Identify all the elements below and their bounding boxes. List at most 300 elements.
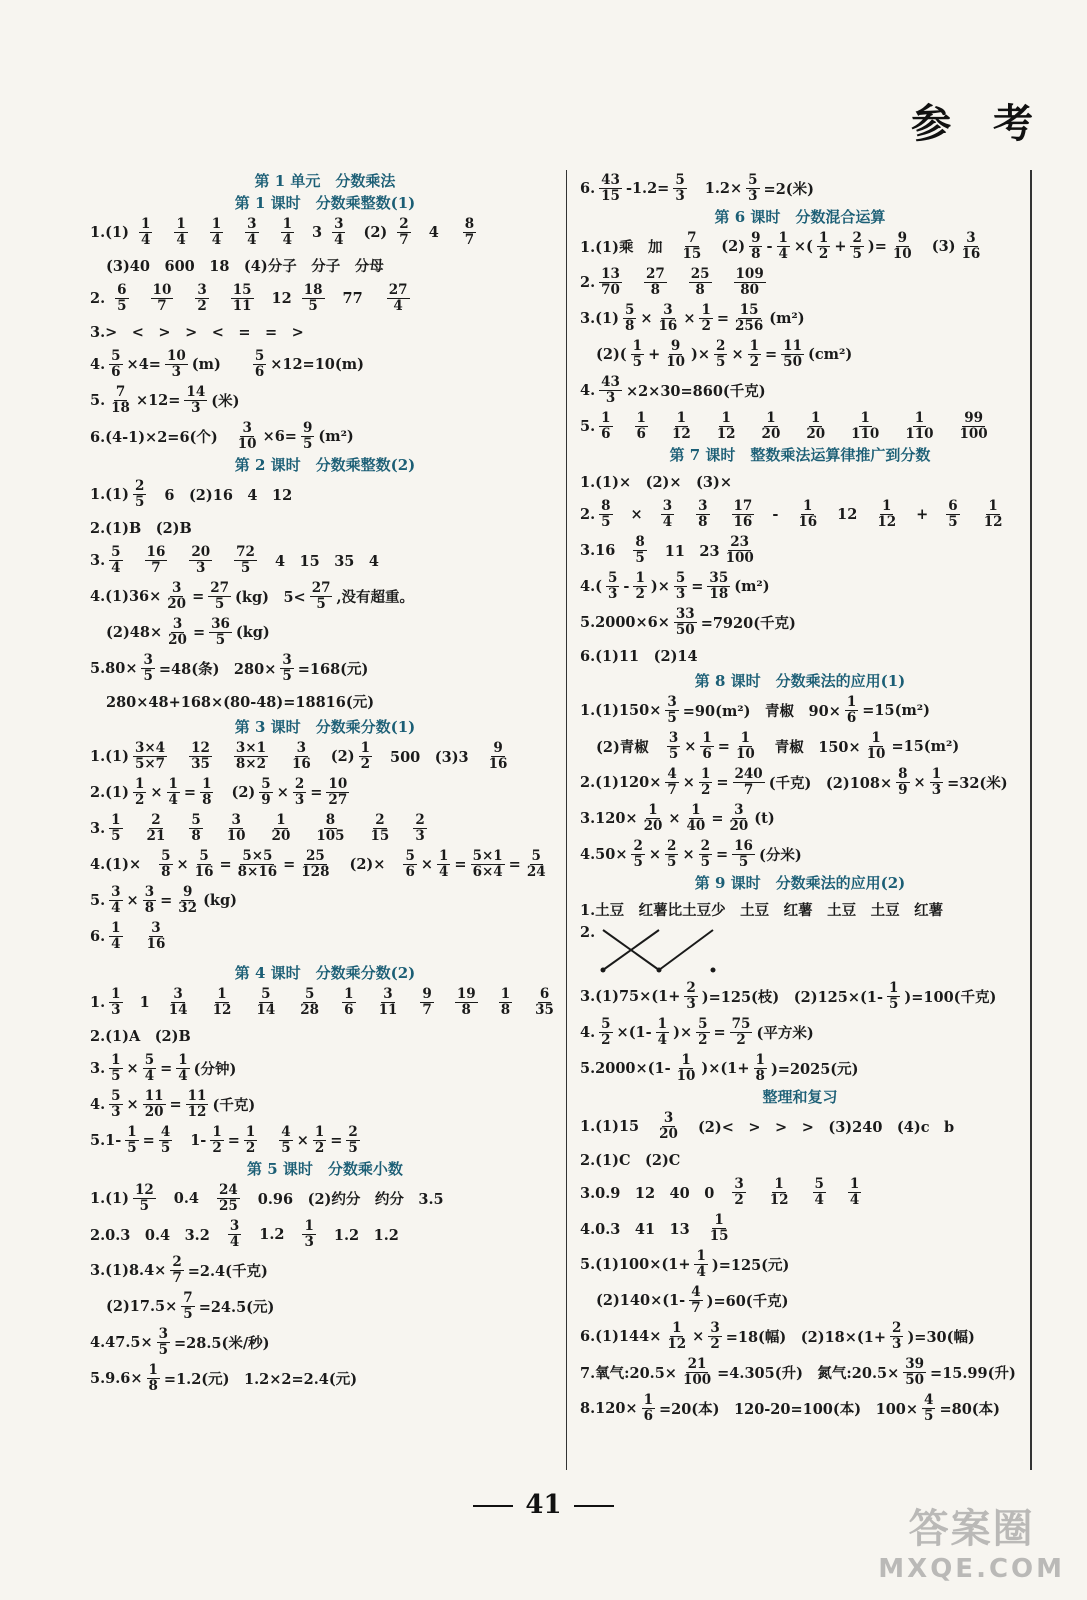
denominator: 10 [676,1067,696,1084]
fraction [109,349,122,380]
numerator: 1 [803,497,813,514]
numerator: 109 [735,265,764,282]
denominator: 5 [632,353,643,370]
fraction [623,303,636,334]
fraction [244,1125,257,1156]
fraction [665,695,678,726]
denominator: 24 [526,863,546,880]
numerator: 5 [675,569,686,586]
denominator: 5 [948,513,958,530]
denominator: 35 [191,755,210,772]
numerator: 1 [304,1217,314,1234]
denominator: 4 [282,231,292,248]
numerator: 1 [636,409,646,426]
fraction [145,813,168,844]
answer-row: 1.(1)150× $\frac{3}{5}$ =90(m²) 青椒 90× $\frac{1}{6}$ =15(m²) [580,693,931,726]
fraction [487,741,510,772]
fraction [420,987,433,1018]
denominator: 5 [633,853,643,870]
numerator: 5 [161,847,171,864]
fraction [176,885,199,916]
fraction [633,535,646,566]
numerator: 3 [667,693,677,710]
fraction [143,885,156,916]
answer-row: 4.(1)× $\frac{5}{8}$ × $\frac{5}{16}$ = $\frac{5\times 5}{8\times 16}$ = $\frac{25}{128}$ (2)× $\frac{5}{6}$ × $\frac{1}{4}$ = $\frac{5\times 1}{6\times 4}$ = $\frac{5}{24}$ [90,847,546,880]
fraction [145,921,168,952]
denominator: 12 [212,1001,232,1018]
fraction [922,1393,935,1424]
fraction [463,217,476,248]
answer-row: 1.土豆 红薯比土豆少 土豆 红薯 土豆 土豆 红薯 [580,901,944,919]
fraction [225,813,248,844]
numerator: 1 [314,1123,325,1140]
denominator: 5 [117,297,127,314]
numerator: 1 [178,1051,188,1068]
numerator: 2 [348,1123,358,1140]
watermark [878,1497,1065,1584]
answer-row: 4. $\frac{5}{2}$ ×(1- $\frac{1}{4}$ )× $\frac{5}{2}$ = $\frac{75}{2}$ (平方米) [580,1015,814,1048]
denominator: 5 [601,513,611,530]
fraction [217,1183,240,1214]
answer-row: 3.0.9 12 40 0 $\frac{3}{2}$ $\frac{1}{12}$ $\frac{5}{4}$ $\frac{1}{4}$ [580,1175,860,1208]
denominator: 5 [924,1407,934,1424]
denominator: 5 [700,853,710,870]
fraction [781,339,804,370]
answer-row: 5.(1)100×(1+ $\frac{1}{4}$ )=125(元) [580,1247,790,1280]
footer-dash [574,1505,614,1507]
denominator: 20 [167,595,187,612]
numerator: 3 [710,1319,720,1336]
answer-row: 1.(1) $\frac{2}{5}$ 6 (2)16 4 12 [90,477,293,510]
fraction [403,849,416,880]
fraction [159,1125,172,1156]
numerator: 3 [282,651,292,668]
numerator: 1 [360,739,370,756]
numerator: 17 [733,497,753,514]
lesson-heading: 第 2 课时 分数乘整数(2) [234,456,416,474]
denominator: 5 [139,1197,150,1214]
denominator: 10 [735,745,755,762]
watermark-url: MXQE.COM [878,1554,1065,1584]
numerator: 4 [667,765,677,782]
answer-row: 4.0.3 41 13 $\frac{1}{15}$ [580,1211,729,1244]
fraction [109,1089,122,1120]
numerator: 1 [681,1051,691,1068]
fraction [157,1327,170,1358]
answer-row: 4. $\frac{5}{3}$ × $\frac{11}{20}$ = $\frac{11}{12}$ (千克) [90,1087,256,1120]
fraction [387,283,410,314]
denominator: 4 [229,1233,240,1250]
denominator: 5 [852,245,862,262]
fraction [599,267,622,298]
denominator: 100 [959,425,988,442]
fraction [903,411,935,442]
numerator: 1 [500,985,511,1002]
numerator: 1 [702,729,712,746]
fraction [499,987,512,1018]
numerator: 2 [134,477,145,494]
denominator: 9 [261,791,271,808]
fraction [631,339,644,370]
fraction [165,349,188,380]
fraction [667,731,680,762]
fraction [139,217,152,248]
fraction [689,267,712,298]
denominator: 105 [316,827,345,844]
numerator: 25 [305,847,325,864]
fraction [733,303,765,334]
fraction [109,385,132,416]
fraction [732,1177,745,1208]
numerator: 16 [146,543,166,560]
fraction [754,1053,767,1084]
denominator: 7 [399,231,409,248]
lesson-heading: 第 5 课时 分数乘小数 [247,1160,403,1178]
numerator: 1 [643,1391,653,1408]
numerator: 3 [663,301,673,318]
numerator: 3 [668,729,679,746]
fraction [189,741,212,772]
answer-row: 1.(1) $\frac{3\times 4}{5\times 7}$ $\frac{12}{35}$ $\frac{3\times 1}{8\times 2}$ $\frac{3}{16}$ (2) $\frac{1}{2}$ 500 (3)3 $\frac{9}{16}$ [90,739,508,772]
denominator: 4 [176,231,186,248]
numerator: 3 [172,615,183,632]
fraction [657,1111,680,1142]
numerator: 9 [897,229,907,246]
answer-row: (3)40 600 18 (4)分子 分子 分母 [106,257,384,275]
numerator: 1 [755,1051,765,1068]
numerator: 2 [667,837,677,854]
numerator: 18 [303,281,323,298]
numerator: 8 [601,497,611,514]
answer-row: 3.16 $\frac{8}{5}$ 11 23 $\frac{23}{100}$ [580,533,754,566]
fraction [665,839,678,870]
numerator: 1 [282,215,292,232]
denominator: 4 [111,559,121,576]
fraction [708,1213,731,1244]
fraction [699,767,712,798]
fraction [875,499,898,530]
fraction [133,479,146,510]
fraction [642,803,665,834]
denominator: 50 [783,353,802,370]
denominator: 7 [464,231,475,248]
denominator: 4 [247,231,257,248]
denominator: 7 [172,1269,182,1286]
denominator: 2 [734,1191,744,1208]
fraction [599,375,622,406]
numerator: 13 [601,265,620,282]
fraction [890,1321,903,1352]
answer-row: 1.(1)× (2)× (3)× [580,473,733,491]
denominator: 5 [667,853,677,870]
fraction [313,1125,326,1156]
numerator: 3 [151,919,161,936]
denominator: 16 [658,317,678,334]
lesson-heading: 第 8 课时 分数乘法的应用(1) [694,672,906,690]
denominator: 5 [214,595,225,612]
answer-row: 6.(1)144× $\frac{1}{12}$ × $\frac{3}{2}$ =18(幅) (2)18×(1+ $\frac{2}{3}$ )=30(幅) [580,1319,975,1352]
numerator: 1 [439,847,449,864]
numerator: 75 [731,1015,751,1032]
numerator: 1 [818,229,829,246]
numerator: 3 [663,1109,674,1126]
denominator: 80 [740,281,760,298]
numerator: 1 [701,301,711,318]
fraction [413,813,426,844]
numerator: 3 [334,215,344,232]
denominator: 8 [500,1001,511,1018]
answer-row: 5.1- $\frac{1}{5}$ = $\frac{4}{5}$ 1- $\frac{1}{2}$ = $\frac{1}{2}$ $\frac{4}{5}$ × $\frac{1}{2}$ = $\frac{2}{5}$ [90,1123,358,1156]
numerator: 3 [296,739,307,756]
denominator: 4 [334,231,344,248]
numerator: 5 [748,171,758,188]
page-title: 参 考 [911,100,1047,147]
fraction [200,777,213,808]
fraction [681,1357,713,1388]
denominator: 3 [675,187,685,204]
denominator: 9 [898,781,908,798]
denominator: 6 [344,1001,354,1018]
fraction [281,217,294,248]
answer-row: 1.(1)15 $\frac{3}{20}$ (2)< > > > (3)240 (4)c b [580,1109,955,1142]
numerator: 9 [182,883,193,900]
answer-row: 2.(1)120× $\frac{4}{7}$ × $\frac{1}{2}$ = $\frac{240}{7}$ (千克) (2)108× $\frac{8}{9}$ × $\frac{1}{3}$ =32(米) [580,765,1008,798]
denominator: 6 [643,1407,653,1424]
fraction [133,1183,156,1214]
numerator: 1 [888,979,899,996]
fraction [211,987,234,1018]
denominator: 8 [161,863,171,880]
fraction [665,1321,688,1352]
fraction [279,1125,292,1156]
denominator: 12 [671,425,691,442]
fraction [674,571,687,602]
numerator: 5 [111,543,121,560]
denominator: 8 [624,317,635,334]
numerator: 1 [111,919,121,936]
denominator: 5 [348,1139,358,1156]
numerator: 1 [601,409,611,426]
answer-row: 3.(1) $\frac{5}{8}$ × $\frac{3}{16}$ × $\frac{1}{2}$ = $\frac{15}{256}$ (m²) [580,301,805,334]
denominator: 5 [127,1139,137,1156]
denominator: 6×4 [472,863,503,880]
denominator: 11 [232,297,252,314]
numerator: 27 [645,265,665,282]
fraction [189,813,202,844]
fraction [314,813,346,844]
lesson-heading: 第 1 课时 分数乘整数(1) [234,194,416,212]
numerator: 9 [422,985,432,1002]
denominator: 8 [698,513,708,530]
numerator: 3 [698,497,708,514]
fraction [599,499,612,530]
numerator: 1 [672,1319,682,1336]
denominator: 20 [643,817,663,834]
fraction [234,741,268,772]
answer-row: 2. $\frac{13}{70}$ $\frac{27}{8}$ $\frac{25}{8}$ $\frac{109}{80}$ [580,265,764,298]
denominator: 2 [134,791,145,808]
numerator: 1 [871,729,881,746]
numerator: 5 [144,1051,155,1068]
denominator: 2 [818,245,829,262]
fraction [804,411,827,442]
denominator: 11 [378,1001,398,1018]
denominator: 12 [716,425,736,442]
answer-row: 1.(1) $\frac{12}{5}$ 0.4 $\frac{24}{25}$ 0.96 (2)约分 约分 3.5 [90,1181,444,1214]
right-column [580,170,1020,1426]
column-divider [566,170,567,1470]
numerator: 27 [210,579,230,596]
numerator: 10 [152,281,172,298]
numerator: 6 [539,985,550,1002]
numerator: 5 [624,301,635,318]
answer-row: 1. $\frac{1}{3}$ 1 $\frac{3}{14}$ $\frac{1}{12}$ $\frac{5}{14}$ $\frac{5}{28}$ $\frac{1}{6}$ $\frac{3}{11}$ $\frac{9}{7}$ $\frac{19}{8}$ $\frac{1}{8}$ $\frac{6}{35}$ [90,985,554,1018]
fraction [734,731,757,762]
fraction [685,803,708,834]
denominator: 10 [666,353,686,370]
numerator: 1 [914,409,925,426]
numerator: 27 [311,579,331,596]
denominator: 15 [709,1227,729,1244]
numerator: 1 [774,1175,784,1192]
denominator: 16 [733,513,753,530]
denominator: 3 [304,1233,314,1250]
fraction [151,283,174,314]
answer-row: 3. $\frac{1}{5}$ $\frac{2}{21}$ $\frac{5}{8}$ $\frac{3}{10}$ $\frac{1}{20}$ $\frac{8}{105}$ $\frac{2}{15}$ $\frac{2}{3}$ [90,811,425,844]
denominator: 21 [146,827,166,844]
numerator: 3 [242,419,252,436]
numerator: 5 [608,569,618,586]
answer-row: 2. $\frac{8}{5}$ × $\frac{3}{4}$ $\frac{3}{8}$ $\frac{17}{16}$ - $\frac{1}{16}$ 12 $\frac{1}{12}$ + $\frac{6}{5}$ $\frac{1}{12}$ [580,497,1003,530]
lesson-heading: 第 7 课时 整数乘法运算律推广到分数 [669,446,931,464]
numerator: 15 [232,281,252,298]
fraction [727,803,750,834]
matching-lines-diagram [595,924,725,978]
numerator: 43 [601,171,620,188]
answer-row: 6.(4-1)×2=6(个) $\frac{3}{10}$ ×6= $\frac{9}{5}$ (m²) [90,419,354,452]
denominator: 18 [111,399,130,416]
fraction [342,987,355,1018]
fraction [471,849,505,880]
lesson-heading: 第 4 课时 分数乘分数(2) [234,964,416,982]
numerator: 5 [191,811,201,828]
denominator: 6 [702,745,712,762]
lesson-heading: 第 6 课时 分数混合运算 [714,208,886,226]
denominator: 6 [846,709,857,726]
fraction [176,1053,189,1084]
numerator: 8 [635,533,645,550]
numerator: 99 [964,409,983,426]
fraction [253,349,266,380]
numerator: 21 [687,1355,707,1372]
numerator: 1 [217,985,227,1002]
fraction [310,581,333,612]
numerator: 2 [399,215,409,232]
fraction [133,777,146,808]
numerator: 2 [852,229,862,246]
denominator: 8 [191,827,201,844]
numerator: 4 [691,1283,701,1300]
answer-row: 2. [580,924,1020,978]
denominator: 16 [291,755,311,772]
numerator: 3×4 [134,739,166,756]
numerator: 1 [657,1015,668,1032]
denominator: 4 [140,231,151,248]
numerator: 1 [778,229,788,246]
numerator: 72 [236,543,255,560]
numerator: 5 [254,347,265,364]
numerator: 33 [675,605,695,622]
numerator: 3 [966,229,976,246]
denominator: 5 [111,827,121,844]
denominator: 110 [905,425,934,442]
fraction [732,839,755,870]
denominator: 3 [171,363,182,380]
numerator: 1 [811,409,821,426]
numerator: 3 [231,811,241,828]
answer-row: 3.(1)8.4× $\frac{2}{7}$ =2.4(千克) [90,1253,268,1286]
fraction [174,217,187,248]
fraction [891,231,914,262]
denominator: 28 [300,1001,320,1018]
fraction [664,339,687,370]
numerator: 10 [166,347,186,364]
page-number: 41 [525,1490,562,1520]
numerator: 11 [187,1087,207,1104]
denominator: 12 [667,1335,687,1352]
numerator: 3 [383,985,393,1002]
denominator: 50 [675,621,695,638]
denominator: 12 [877,513,897,530]
answer-row: 3.(1)75×(1+ $\frac{2}{3}$ )=125(枝) (2)125×(1- $\frac{1}{5}$ )=100(千克) [580,979,997,1012]
fraction [455,987,478,1018]
fraction [657,303,680,334]
answer-row: 5. $\frac{3}{4}$ × $\frac{3}{8}$ = $\frac{9}{32}$ (kg) [90,883,237,916]
numerator: 7 [115,383,126,400]
numerator: 3 [734,801,744,818]
denominator: 4 [662,513,673,530]
numerator: 3 [662,497,673,514]
denominator: 16 [146,935,166,952]
numerator: 19 [456,985,476,1002]
numerator: 1 [111,985,121,1002]
numerator: 240 [734,765,763,782]
numerator: 3 [143,651,153,668]
denominator: 3 [686,995,696,1012]
denominator: 3 [111,1103,121,1120]
numerator: 4 [160,1123,171,1140]
answer-row: 2.(1) $\frac{1}{2}$ × $\frac{1}{4}$ = $\frac{1}{8}$ (2) $\frac{5}{9}$ × $\frac{2}{3}$ = $\frac{10}{27}$ [90,775,348,808]
numerator: 1 [632,337,643,354]
numerator: 3 [173,985,183,1002]
numerator: 1 [846,693,857,710]
fraction [661,499,674,530]
numerator: 2 [716,337,726,354]
denominator: 5 [134,493,145,510]
fraction [236,849,280,880]
fraction [210,217,223,248]
denominator: 100 [682,1371,712,1388]
fraction [699,303,712,334]
fraction [708,1321,721,1352]
numerator: 5×1 [472,847,503,864]
numerator: 5 [304,985,315,1002]
denominator: 5 [308,297,318,314]
fraction [817,231,830,262]
answer-row: (2)17.5× $\frac{7}{5}$ =24.5(元) [106,1289,275,1322]
fraction [170,1255,183,1286]
answer-row: 5. $\frac{7}{18}$ ×12= $\frac{14}{3}$ (米) [90,383,240,416]
